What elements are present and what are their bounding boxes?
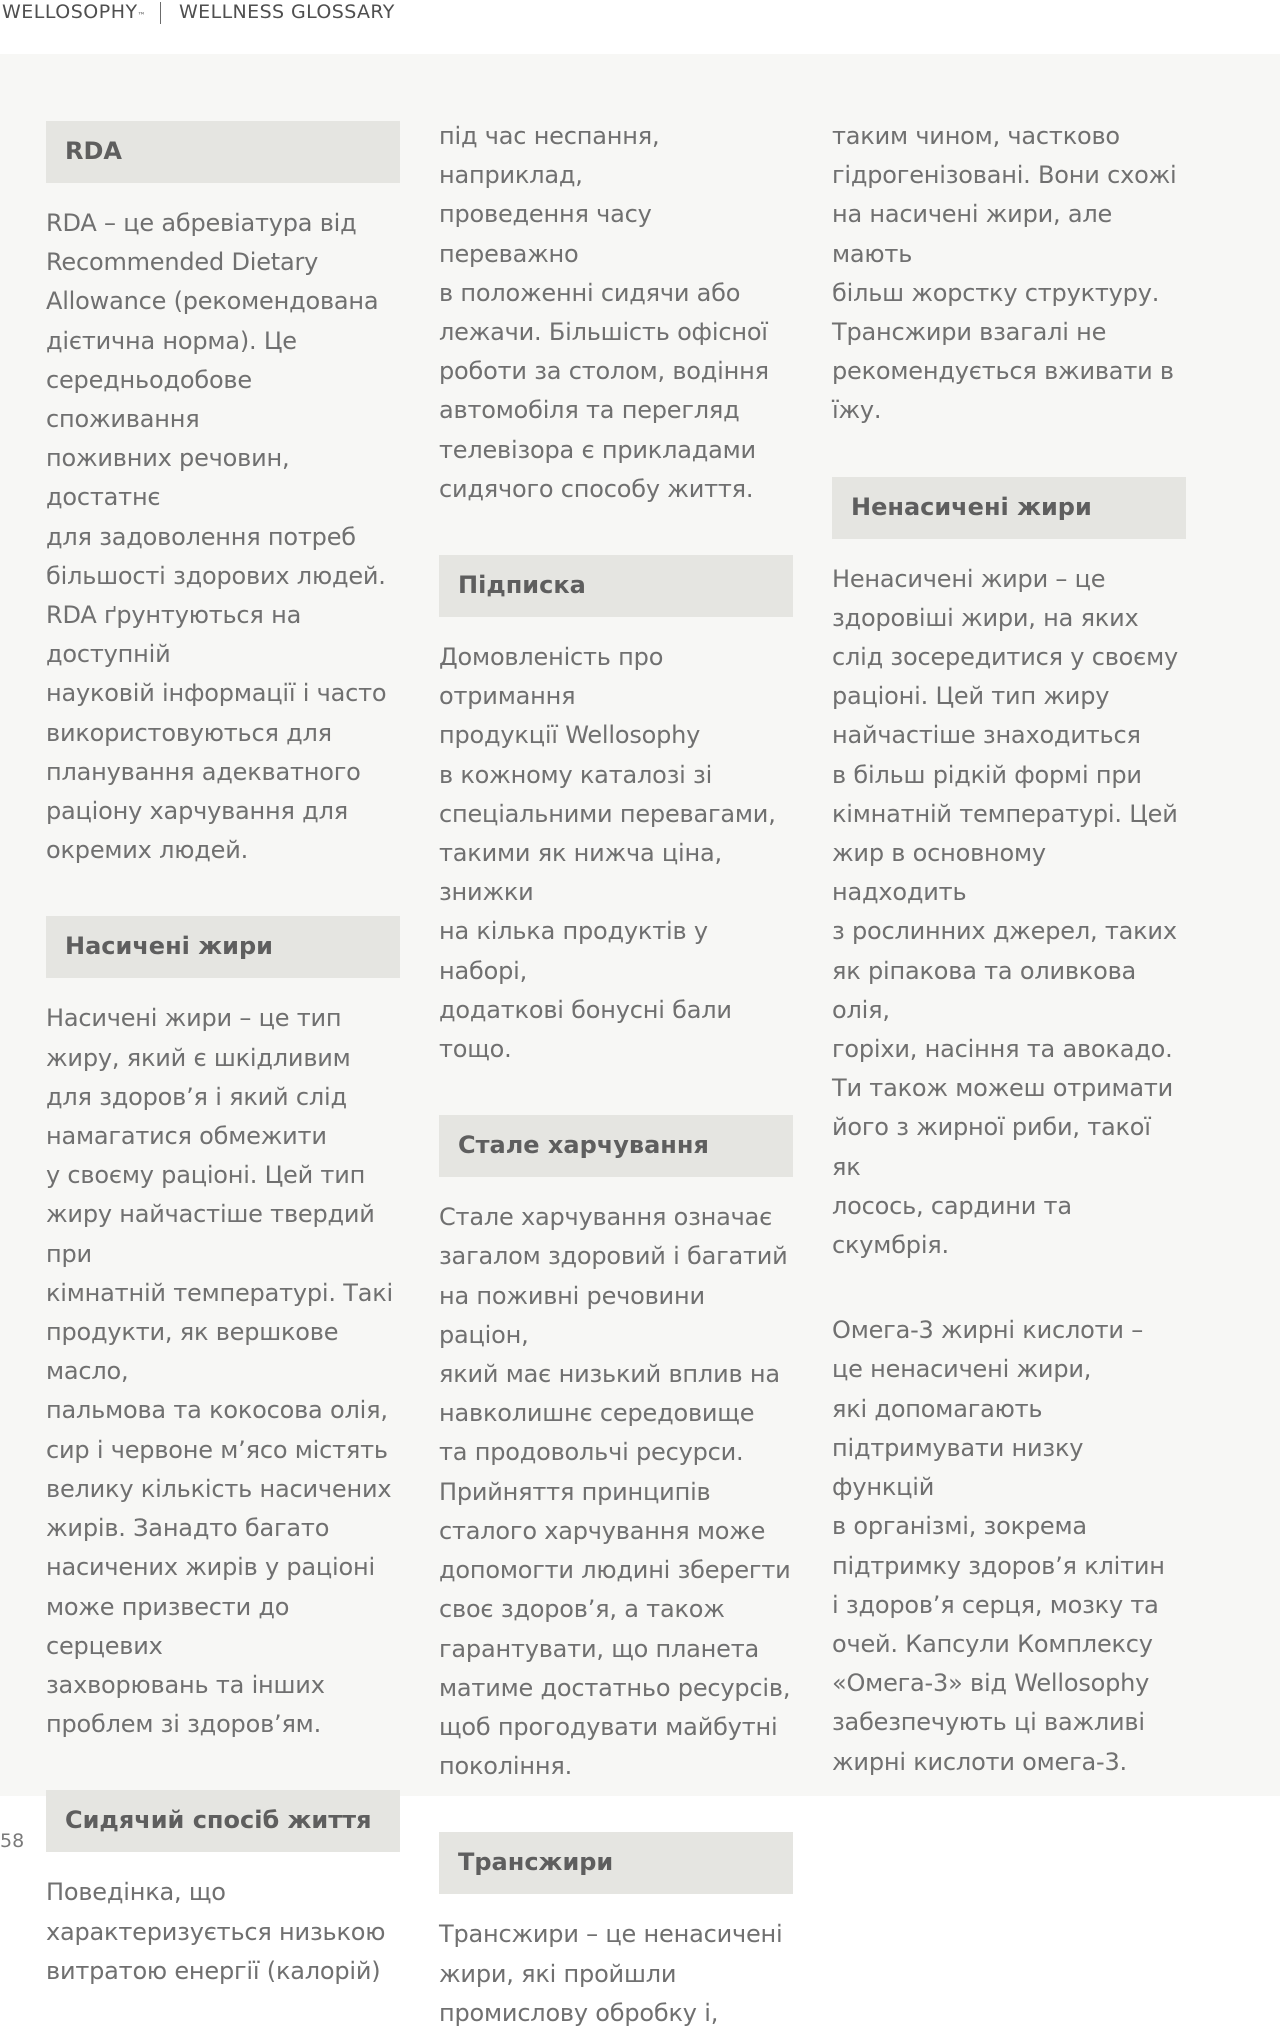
term-title: Сидячий спосіб життя — [65, 1806, 372, 1835]
term-definition: RDA – це абревіатура від Recommended Dietary Allowance (рекомендована дієтична норма). Це середньодобове споживання поживних речовин, достатнє для задоволення потреб більшості здорових людей. RDA ґрунтуються на доступній науковій інформації і часто використовуються для планування адекватного раціону харчування для окремих людей. — [46, 209, 387, 865]
brand-logo[interactable] — [2, 1, 146, 23]
term-title: Підписка — [458, 571, 586, 600]
trademark-symbol: ™ — [137, 11, 147, 20]
glossary-column-2 — [439, 121, 793, 2033]
term-definition: Ненасичені жири – це здоровіші жири, на яких слід зосередитися у своєму раціоні. Цей тип жиру найчастіше знаходиться в більш рідкій формі при кімнатній температурі. Цей жир в основному надходить з рослинних джерел, таких як ріпакова та оливкова олія, горіхи, насіння та авокадо. Ти також можеш отримати його з жирної риби, такої як лосось, сардини та скумбрія. — [832, 564, 1178, 1260]
term-title: RDA — [65, 137, 122, 165]
term-heading-sedentary-lifestyle — [46, 1790, 400, 1852]
brand-name: WELLOSOPHY — [2, 1, 138, 23]
page-header — [0, 0, 1280, 54]
term-definition-continued: під час неспання, наприклад, проведення часу переважно в положенні сидячи або лежачи. Більшість офісної роботи за столом, водіння автомобіля та перегляд телевізора є прикладами сидячого способу життя. — [439, 122, 769, 503]
term-definition-continued: таким чином, частково гідрогенізовані. Вони схожі на насичені жири, але мають більш жорстку структуру. Трансжири взагалі не рекомендується вживати в їжу. — [832, 122, 1177, 425]
term-title: Ненасичені жири — [851, 492, 1092, 521]
page-number: 58 — [0, 1830, 25, 1852]
glossary-column-1 — [46, 121, 400, 1991]
term-heading-rda — [46, 121, 400, 183]
term-definition: Поведінка, що характеризується низькою витратою енергії (калорій) — [46, 1878, 386, 1985]
term-heading-unsaturated-fats — [832, 477, 1186, 539]
term-definition-paragraph: Омега-3 жирні кислоти – це ненасичені жири, які допомагають підтримувати низку функцій в організмі, зокрема підтримку здоров’я клітин і здоров’я серця, мозку та очей. Капсули Комплексу «Омега-3» від Wellosophy забезпечують ці важливі жирні кислоти омега-3. — [832, 1316, 1165, 1776]
section-title: WELLNESS GLOSSARY — [179, 1, 395, 23]
term-definition: Стале харчування означає загалом здоровий і багатий на поживні речовини раціон, який має низький вплив на навколишнє середовище та продовольчі ресурси. Прийняття принципів сталого харчування може допомогти людині зберегти своє здоров’я, а також гарантувати, що планета матиме достатньо ресурсів, щоб прогодувати майбутні покоління. — [439, 1203, 791, 1781]
term-heading-trans-fats — [439, 1832, 793, 1894]
term-heading-subscription — [439, 555, 793, 617]
term-title: Трансжири — [458, 1848, 614, 1877]
term-heading-sustainable-nutrition — [439, 1115, 793, 1177]
term-definition: Домовленість про отримання продукції Wellosophy в кожному каталозі зі спеціальними перевагами, такими як нижча ціна, знижки на кілька продуктів у наборі, додаткові бонусні бали тощо. — [439, 643, 776, 1064]
term-heading-saturated-fats — [46, 916, 400, 978]
term-title: Насичені жири — [65, 932, 273, 961]
term-definition: Трансжири – це ненасичені жири, які пройшли промислову обробку і, — [439, 1920, 783, 2027]
term-title: Стале харчування — [458, 1131, 709, 1160]
glossary-column-3 — [832, 121, 1186, 1782]
term-definition: Насичені жири – це тип жиру, який є шкідливим для здоров’я і який слід намагатися обмежити у своєму раціоні. Цей тип жиру найчастіше твердий при кімнатній температурі. Такі продукти, як вершкове масло, пальмова та кокосова олія, сир і червоне м’ясо містять велику кількість насичених жирів. Занадто багато насичених жирів у раціоні може призвести до серцевих захворювань та інших проблем зі здоров’ям. — [46, 1004, 393, 1739]
header-divider — [160, 2, 161, 24]
